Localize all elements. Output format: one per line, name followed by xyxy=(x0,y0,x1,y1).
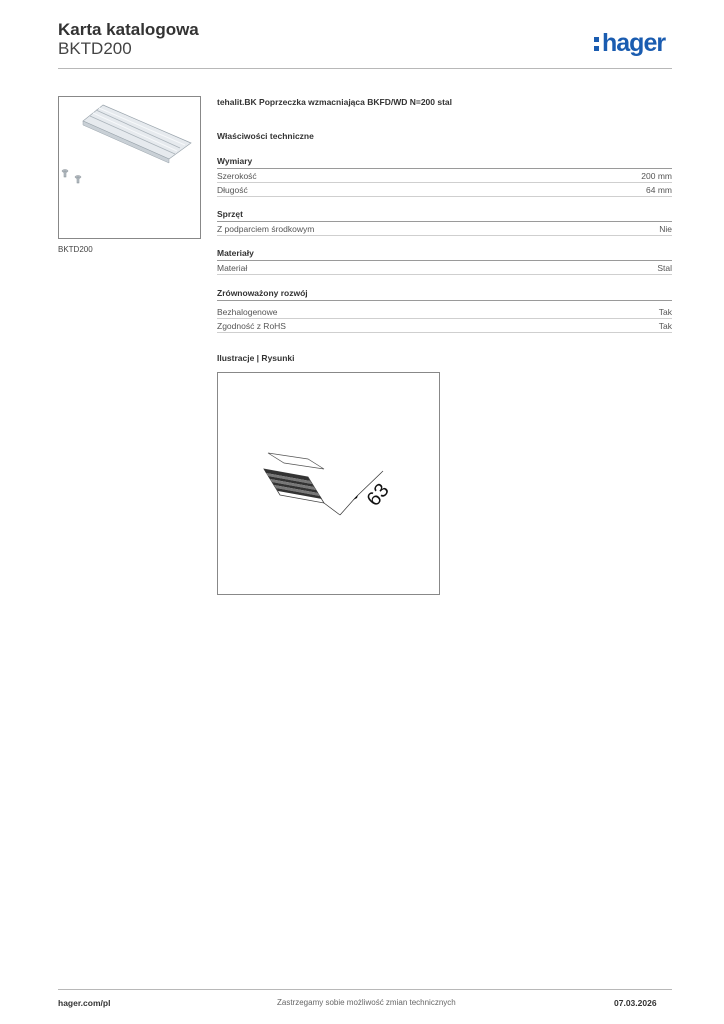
product-description: tehalit.BK Poprzeczka wzmacniająca BKFD/WD N=200 stal xyxy=(217,97,453,107)
section-materials xyxy=(217,247,672,275)
footer-disclaimer: Zastrzegamy sobie możliwość zmian technicznych xyxy=(277,998,456,1007)
spec-label: Bezhalogenowe xyxy=(217,307,278,317)
footer-divider xyxy=(58,989,672,990)
dimension-drawing-icon xyxy=(218,373,439,594)
spec-row xyxy=(217,222,672,236)
spec-value: Tak xyxy=(658,321,672,331)
spec-label: Materiał xyxy=(217,263,248,273)
tech-properties-heading: Właściwości techniczne xyxy=(217,131,314,141)
section-heading: Zrównoważony rozwój xyxy=(217,287,672,301)
header-divider xyxy=(58,68,672,69)
illustrations-heading: Ilustracje | Rysunki xyxy=(217,353,295,363)
screw-icon xyxy=(62,170,81,183)
section-hardware xyxy=(217,208,672,236)
spec-value: Nie xyxy=(659,224,672,234)
spec-label: Zgodność z RoHS xyxy=(217,321,286,331)
brand-wordmark: hager xyxy=(602,29,666,57)
spec-label: Szerokość xyxy=(217,171,257,181)
spec-row xyxy=(217,305,672,319)
technical-drawing xyxy=(217,372,440,595)
doc-title: Karta katalogowa xyxy=(58,20,199,39)
spec-row xyxy=(217,183,672,197)
spec-row xyxy=(217,319,672,333)
spec-row xyxy=(217,169,672,183)
product-photo-icon xyxy=(59,97,200,238)
spec-value: Stal xyxy=(657,263,672,273)
section-heading: Materiały xyxy=(217,247,672,261)
product-image xyxy=(58,96,201,239)
spec-value: Tak xyxy=(658,307,672,317)
section-dimensions xyxy=(217,155,672,197)
spec-label: Z podparciem środkowym xyxy=(217,224,315,234)
spec-row xyxy=(217,261,672,275)
section-heading: Wymiary xyxy=(217,155,672,169)
spec-label: Długość xyxy=(217,185,248,195)
footer-website-link[interactable]: hager.com/pl xyxy=(58,998,111,1008)
footer-date: 07.03.2026 xyxy=(614,998,657,1008)
section-heading: Sprzęt xyxy=(217,208,672,222)
dimension-label: 63 xyxy=(362,479,394,511)
spec-value: 200 mm xyxy=(641,171,672,181)
hager-logo xyxy=(592,28,676,58)
doc-product-code: BKTD200 xyxy=(58,39,132,58)
product-caption: BKTD200 xyxy=(58,245,93,254)
section-sustainability xyxy=(217,287,672,333)
spec-value: 64 mm xyxy=(646,185,672,195)
